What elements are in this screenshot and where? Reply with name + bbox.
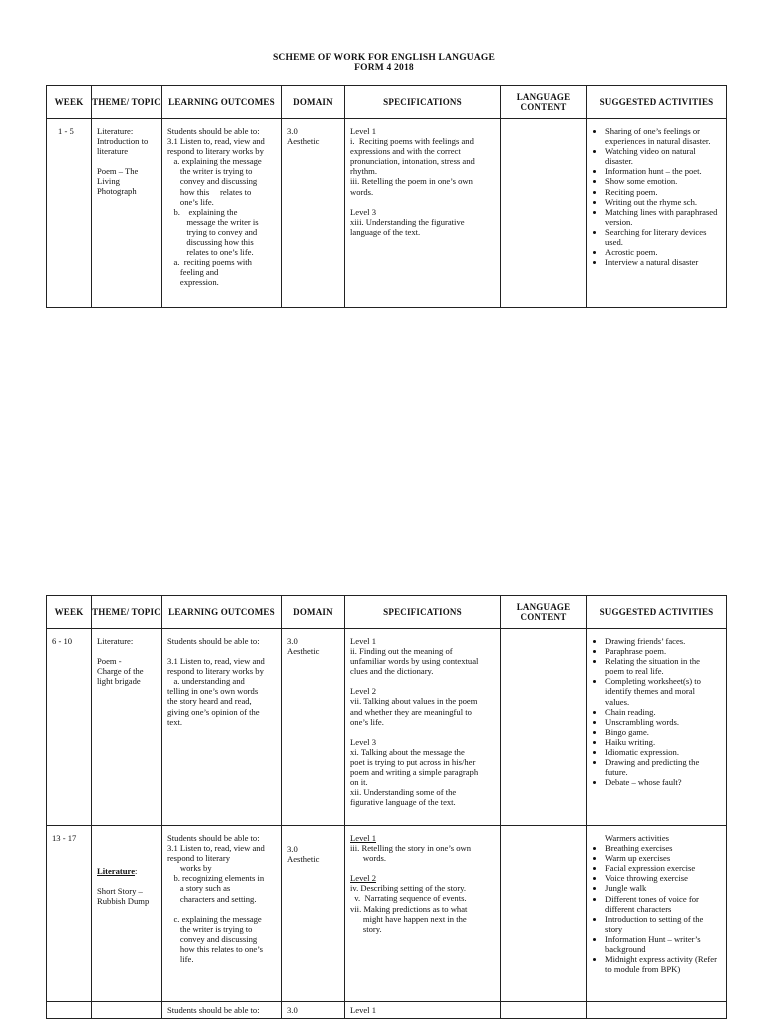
list-item: • Drawing friends’ faces. bbox=[605, 636, 721, 646]
specifications-text: iv. Describing setting of the story. v. Narrating sequence of events. vii. Making predictions as to what might have happen next in the story. bbox=[350, 883, 468, 934]
specifications-heading: Level 2 bbox=[350, 873, 377, 884]
theme-cell bbox=[92, 629, 162, 826]
title-line-1: SCHEME OF WORK FOR ENGLISH LANGUAGE bbox=[272, 53, 496, 63]
list-item: • Interview a natural disaster bbox=[605, 257, 721, 267]
domain-cell bbox=[282, 1002, 345, 1019]
specifications-text: Level 3 xiii. Understanding the figurative language of the text. bbox=[350, 206, 465, 237]
theme-text: Short Story – Rubbish Dump bbox=[97, 886, 150, 907]
table-row bbox=[47, 826, 727, 1002]
theme-heading bbox=[97, 866, 156, 876]
list-item: • Facial expression exercise bbox=[605, 863, 721, 873]
list-item: • Information hunt – the poet. bbox=[605, 166, 721, 176]
header-week: WEEK bbox=[47, 596, 92, 629]
table-row bbox=[47, 1002, 727, 1019]
learning-outcomes-text: c. explaining the message the writer is trying to convey and discussing how this relates to one’s life. bbox=[173, 913, 263, 965]
header-theme: THEME/ TOPIC bbox=[92, 596, 162, 629]
table-row bbox=[47, 629, 727, 826]
learning-outcomes-cell bbox=[162, 119, 282, 308]
learning-outcomes-text: 3.1 Listen to, read, view and respond to literary works by a. understanding and telling in one’s own words the story heard and read, giving one’s opinion of the text. bbox=[167, 656, 265, 727]
language-content-cell bbox=[501, 1002, 587, 1019]
header-learning-outcomes: LEARNING OUTCOMES bbox=[162, 596, 282, 629]
week-cell bbox=[47, 826, 92, 1002]
list-item: • Sharing of one’s feelings or experiences in natural disaster. bbox=[605, 126, 721, 146]
specifications-text: Level 2 vii. Talking about values in the poem and whether they are meaningful to one’s life. bbox=[350, 686, 478, 727]
activities-cell bbox=[587, 1002, 727, 1019]
list-item: • Voice throwing exercise bbox=[605, 873, 721, 883]
list-item: • Relating the situation in the poem to real life. bbox=[605, 656, 721, 676]
theme-label: Literature bbox=[97, 866, 136, 876]
specifications-cell bbox=[345, 629, 501, 826]
week-value: 6 - 10 bbox=[52, 636, 73, 646]
list-item: • Different tones of voice for different characters bbox=[605, 894, 721, 914]
list-item: • Midnight express activity (Refer to module from BPK) bbox=[605, 954, 721, 974]
list-item: • Jungle walk bbox=[605, 883, 721, 893]
domain-text: 3.0 Aesthetic bbox=[287, 844, 320, 865]
week-cell bbox=[47, 119, 92, 308]
header-week: WEEK bbox=[47, 86, 92, 119]
language-content-cell bbox=[501, 119, 587, 308]
theme-text: Literature: bbox=[97, 636, 134, 646]
learning-outcomes-text: Students should be able to: 3.1 Listen to, read, view and respond to literary works by a. explaining the message the writer is trying to convey and discussing how this relates to one’s life. b. explaining the message the writer is trying to convey and discussing how this relates to one’s life. a. reciting poems with feeling and expression. bbox=[167, 126, 265, 288]
list-item: • Reciting poem. bbox=[605, 187, 721, 197]
learning-outcomes-cell bbox=[162, 1002, 282, 1019]
specifications-text: Level 3 xi. Talking about the message the poet is trying to put across in his/her poem and writing a simple paragraph on it. xii. Understanding some of the figurative language of the text. bbox=[350, 736, 479, 808]
list-item: • Matching lines with paraphrased version. bbox=[605, 207, 721, 227]
list-item: • Bingo game. bbox=[605, 727, 721, 737]
theme-cell bbox=[92, 119, 162, 308]
domain-text: 3.0 Aesthetic bbox=[287, 126, 320, 147]
activities-intro: Warmers activities bbox=[605, 833, 669, 843]
header-row bbox=[47, 596, 727, 629]
list-item: • Drawing and predicting the future. bbox=[605, 757, 721, 777]
domain-cell bbox=[282, 826, 345, 1002]
list-item: • Paraphrase poem. bbox=[605, 646, 721, 656]
header-specifications: SPECIFICATIONS bbox=[345, 596, 501, 629]
list-item: • Unscrambling words. bbox=[605, 717, 721, 727]
specifications-text: iii. Retelling the story in one’s own words. bbox=[350, 843, 472, 864]
document-title bbox=[0, 53, 768, 73]
week-value: 13 - 17 bbox=[52, 833, 77, 843]
language-content-cell bbox=[501, 629, 587, 826]
specifications-text: Level 1 bbox=[350, 1005, 377, 1015]
theme-cell bbox=[92, 826, 162, 1002]
header-domain: DOMAIN bbox=[282, 596, 345, 629]
header-domain: DOMAIN bbox=[282, 86, 345, 119]
theme-text: Literature: Introduction to literature bbox=[97, 126, 149, 157]
table-row bbox=[47, 119, 727, 308]
theme-text: Poem - Charge of the light brigade bbox=[97, 656, 144, 687]
specifications-cell bbox=[345, 1002, 501, 1019]
specifications-cell bbox=[345, 119, 501, 308]
domain-text: 3.0 bbox=[287, 1005, 298, 1015]
list-item: • Chain reading. bbox=[605, 707, 721, 717]
theme-colon: : bbox=[135, 866, 138, 876]
language-content-cell bbox=[501, 826, 587, 1002]
header-language-content: LANGUAGE CONTENT bbox=[501, 86, 587, 119]
list-item: • Breathing exercises bbox=[605, 843, 721, 853]
header-suggested-activities: SUGGESTED ACTIVITIES bbox=[587, 86, 727, 119]
list-item: • Show some emotion. bbox=[605, 176, 721, 186]
list-item: • Searching for literary devices used. bbox=[605, 227, 721, 247]
list-item: • Completing worksheet(s) to identify themes and moral values. bbox=[605, 676, 721, 706]
activities-list bbox=[592, 636, 721, 787]
learning-outcomes-text: Students should be able to: bbox=[167, 1005, 260, 1015]
header-learning-outcomes: LEARNING OUTCOMES bbox=[162, 86, 282, 119]
learning-outcomes-text: Students should be able to: bbox=[167, 636, 260, 646]
domain-cell bbox=[282, 119, 345, 308]
theme-cell bbox=[92, 1002, 162, 1019]
specifications-heading: Level 1 bbox=[350, 833, 377, 843]
scheme-table-1 bbox=[46, 85, 727, 308]
domain-text: 3.0 Aesthetic bbox=[287, 636, 320, 657]
list-item: • Warm up exercises bbox=[605, 853, 721, 863]
list-item: • Information Hunt – writer’s background bbox=[605, 934, 721, 954]
header-language-content: LANGUAGE CONTENT bbox=[501, 596, 587, 629]
list-item: • Introduction to setting of the story bbox=[605, 914, 721, 934]
specifications-cell bbox=[345, 826, 501, 1002]
list-item: • Writing out the rhyme sch. bbox=[605, 197, 721, 207]
list-item: • Haiku writing. bbox=[605, 737, 721, 747]
theme-text: Poem – The Living Photograph bbox=[97, 166, 139, 197]
list-item: • Watching video on natural disaster. bbox=[605, 146, 721, 166]
list-item: • Acrostic poem. bbox=[605, 247, 721, 257]
specifications-text: Level 1 ii. Finding out the meaning of unfamiliar words by using contextual clues and the dictionary. bbox=[350, 636, 479, 677]
activities-cell bbox=[587, 826, 727, 1002]
specifications-text: Level 1 i. Reciting poems with feelings and expressions and with the correct pronunciation, intonation, stress and rhythm. iii. Retelling the poem in one’s own words. bbox=[350, 126, 475, 197]
week-value: 1 - 5 bbox=[58, 126, 74, 136]
activities-list bbox=[592, 843, 721, 974]
activities-cell bbox=[587, 629, 727, 826]
domain-cell bbox=[282, 629, 345, 826]
title-line-2: FORM 4 2018 bbox=[354, 63, 414, 73]
learning-outcomes-cell bbox=[162, 826, 282, 1002]
learning-outcomes-text: Students should be able to: 3.1 Listen to, read, view and respond to literary works by b. recognizing elements in a story such as characters and setting. bbox=[167, 833, 265, 904]
scheme-table-2 bbox=[46, 595, 727, 1019]
header-specifications: SPECIFICATIONS bbox=[345, 86, 501, 119]
week-cell bbox=[47, 629, 92, 826]
list-item: • Debate – whose fault? bbox=[605, 777, 721, 787]
header-suggested-activities: SUGGESTED ACTIVITIES bbox=[587, 596, 727, 629]
activities-list bbox=[592, 126, 721, 267]
list-item: • Idiomatic expression. bbox=[605, 747, 721, 757]
activities-cell bbox=[587, 119, 727, 308]
header-row bbox=[47, 86, 727, 119]
header-theme: THEME/ TOPIC bbox=[92, 86, 162, 119]
learning-outcomes-cell bbox=[162, 629, 282, 826]
week-cell bbox=[47, 1002, 92, 1019]
